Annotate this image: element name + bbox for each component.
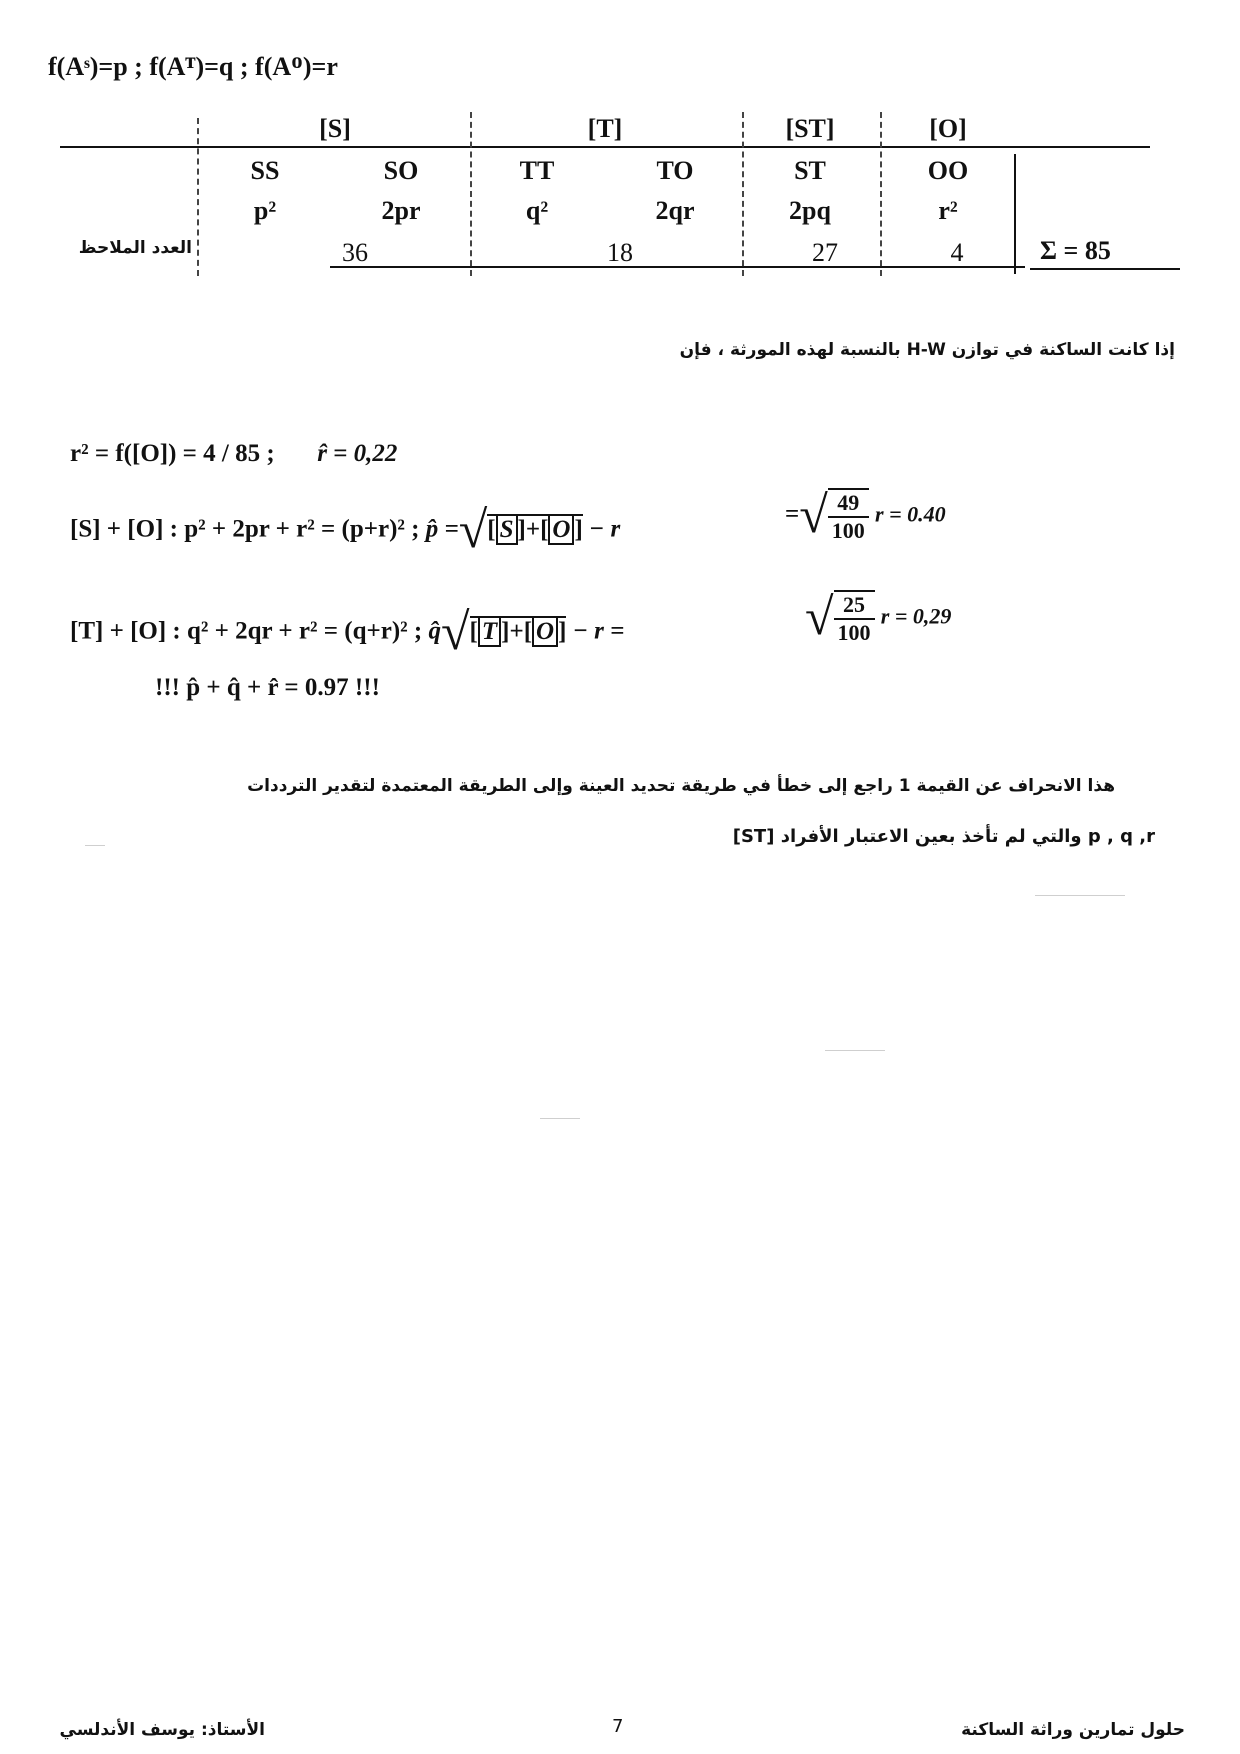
sqrt-icon: √ xyxy=(458,502,488,559)
sqrt-icon: √ xyxy=(805,589,834,646)
hw-condition-text: إذا كانت الساكنة في توازن H-W بالنسبة لهذه المورثة ، فإن xyxy=(679,340,1175,360)
r-equation-line xyxy=(70,440,397,468)
footer-title: حلول تمارين وراثة الساكنة xyxy=(961,1720,1185,1740)
sum-total: Σ = 85 xyxy=(1040,236,1111,265)
count-st: 27 xyxy=(812,238,838,267)
t-equation-line: [T] + [O] : q² + 2qr + r² = (q+r)² ; q̂√[ T ]+[ O ] − r = xyxy=(70,604,625,661)
p-result: =√ $\frac{49}{100}$ r = 0.40 xyxy=(785,487,946,544)
genotype-oo: OO xyxy=(927,156,969,185)
freq-oo: r² xyxy=(938,196,958,225)
q-hat-label: q̂ xyxy=(428,617,441,645)
page-number: 7 xyxy=(612,1716,624,1737)
t-plus-o-equation: [T] + [O] : q² + 2qr + r² = (q+r)² ; xyxy=(70,617,423,645)
p-hat-result: r = 0.40 xyxy=(875,501,946,527)
genotype-to: TO xyxy=(656,156,694,185)
frac-denominator: 100 xyxy=(831,518,865,543)
q-hat-result: r = 0,29 xyxy=(880,603,952,629)
s-plus-o-equation: [S] + [O] : p² + 2pr + r² = (p+r)² ; xyxy=(70,515,420,543)
genotype-tt: TT xyxy=(519,156,555,185)
o-box: O xyxy=(548,514,574,545)
table-divider xyxy=(1014,154,1016,274)
observed-count-label: العدد الملاحظ xyxy=(78,238,192,258)
table-divider xyxy=(742,112,744,276)
minus-r-equals: − r = xyxy=(572,617,625,645)
q-result xyxy=(805,590,951,646)
genotype-st: ST xyxy=(794,156,826,185)
count-s: 36 xyxy=(342,238,368,267)
conclusion-line-2: p , q ,r والتي لم تأخذ بعين الاعتبار الأفراد [ST] xyxy=(732,826,1155,847)
count-o: 4 xyxy=(950,238,964,267)
table-divider xyxy=(880,112,882,276)
freq-ss: p² xyxy=(253,196,277,225)
r-hat-value: r̂ = 0,22 xyxy=(317,440,398,467)
sqrt-icon: √ xyxy=(799,487,828,544)
scan-mark xyxy=(85,845,105,846)
group-header-t: [T] xyxy=(587,114,623,143)
s-box: S xyxy=(496,514,518,545)
freq-to: 2qr xyxy=(655,196,695,225)
freq-st: 2pq xyxy=(789,196,831,225)
scan-mark xyxy=(825,1050,885,1051)
table-top-line xyxy=(60,146,1150,148)
header-formula: f(Aˢ)=p ; f(Aᵀ)=q ; f(Aᴼ)=r xyxy=(48,52,338,81)
scan-mark xyxy=(540,1118,580,1119)
group-header-o: [O] xyxy=(929,114,967,143)
s-equation-line: [S] + [O] : p² + 2pr + r² = (p+r)² ; p̂ =√[ S ]+[ O ] − r xyxy=(70,502,621,559)
frac-numerator: 25 xyxy=(834,592,875,620)
freq-so: 2pr xyxy=(381,196,421,225)
r-squared-equation: r² = f([O]) = 4 / 85 ; xyxy=(70,440,275,467)
minus-r: − r xyxy=(589,515,621,543)
p-hat-label: p̂ = xyxy=(425,515,459,543)
group-header-s: [S] xyxy=(319,114,351,143)
t-box: T xyxy=(478,616,501,647)
table-divider xyxy=(470,112,472,276)
table-divider xyxy=(197,118,199,276)
group-header-st: [ST] xyxy=(785,114,835,143)
frac-numerator: 49 xyxy=(828,490,869,518)
freq-tt: q² xyxy=(525,196,549,225)
conclusion-line-1: هذا الانحراف عن القيمة 1 راجع إلى خطأ في طريقة تحديد العينة وإلى الطريقة المعتمدة لتقدير الترددات xyxy=(247,776,1115,796)
frac-denominator: 100 xyxy=(837,620,871,645)
footer-author: الأستاذ: يوسف الأندلسي xyxy=(59,1720,265,1740)
genotype-ss: SS xyxy=(250,156,280,185)
o-box: O xyxy=(532,616,558,647)
genotype-so: SO xyxy=(383,156,419,185)
sum-underline xyxy=(1030,268,1180,270)
count-t: 18 xyxy=(607,238,633,267)
sqrt-icon: √ xyxy=(440,604,470,661)
scan-mark xyxy=(1035,895,1125,896)
sum-of-frequencies: !!! p̂ + q̂ + r̂ = 0.97 !!! xyxy=(155,674,380,701)
